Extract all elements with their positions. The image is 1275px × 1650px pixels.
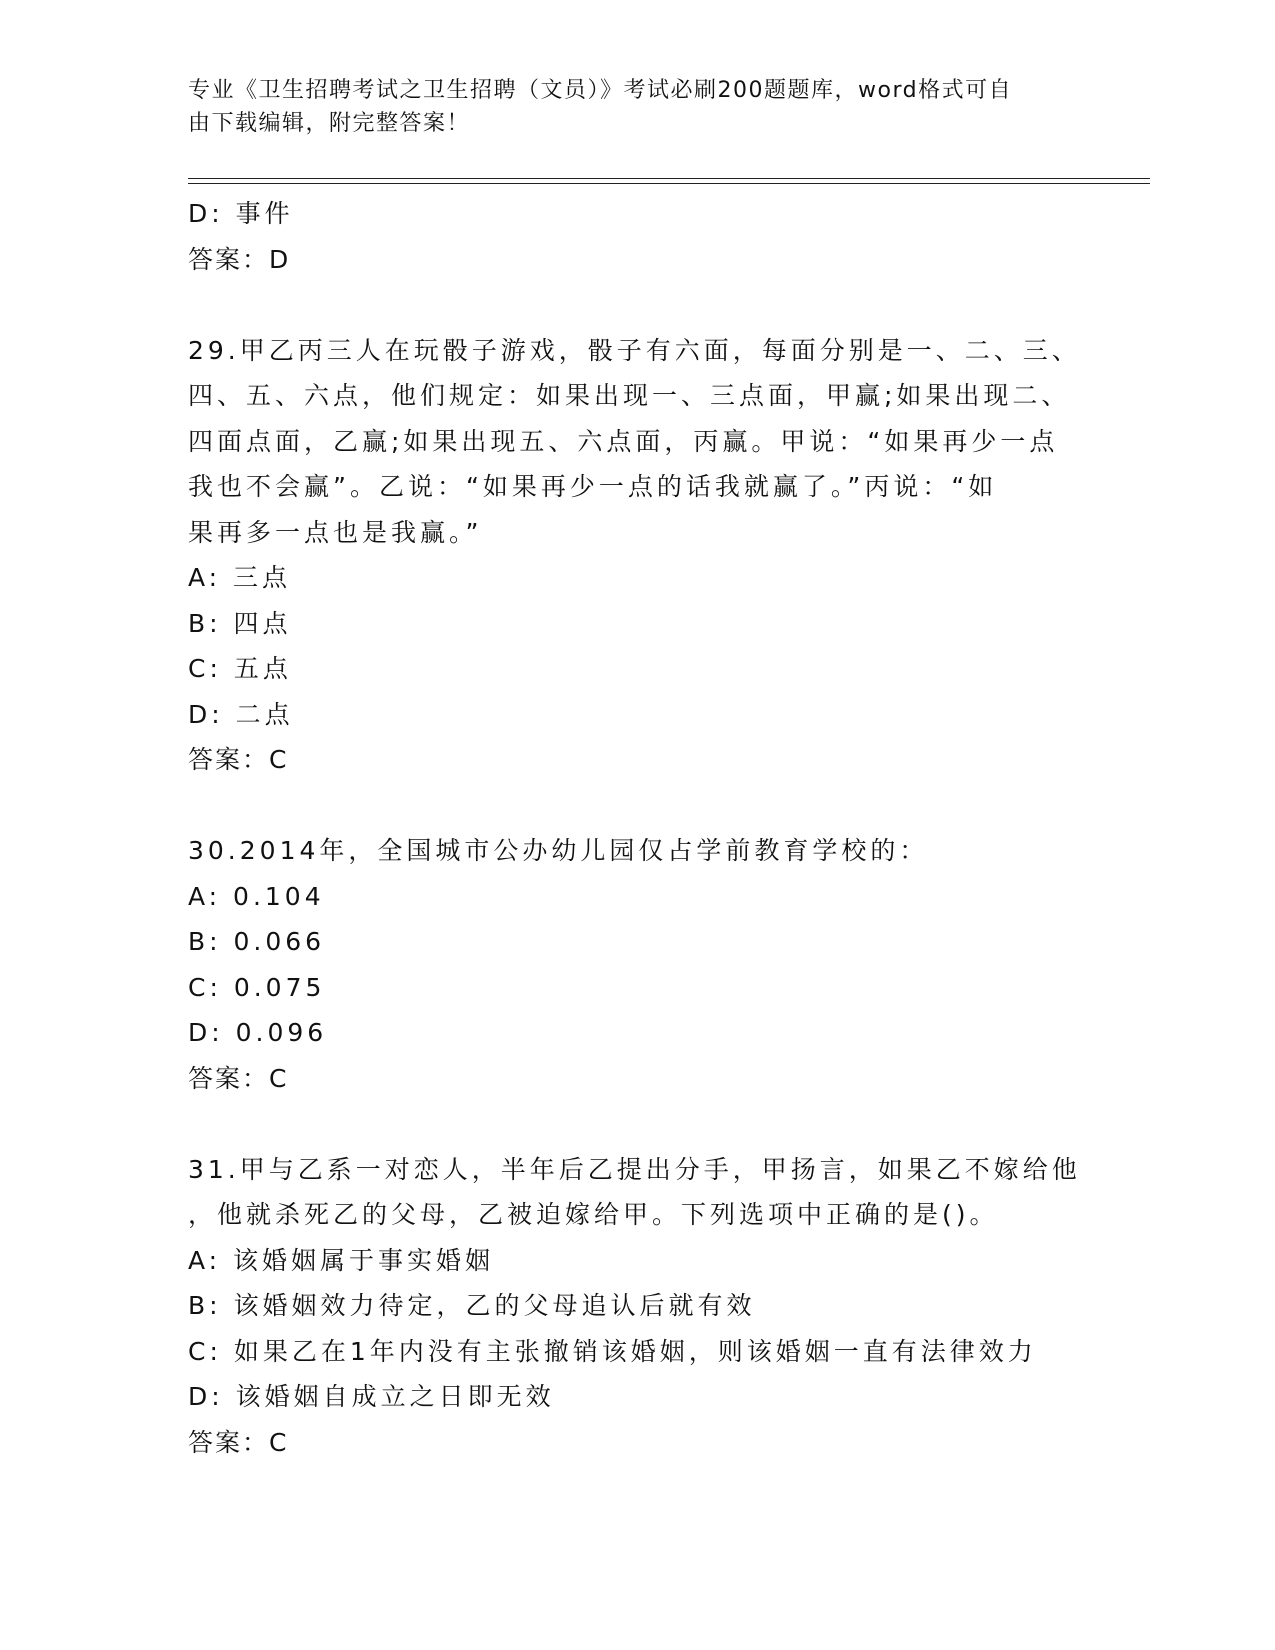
question-29-text: 29.甲乙丙三人在玩骰子游戏，骰子有六面，每面分别是一、二、三、	[188, 335, 1081, 365]
question-30-text: 30.2014年，全国城市公办幼儿园仅占学前教育学校的：	[188, 836, 929, 865]
question-31-text: ，他就杀死乙的父母，乙被迫嫁给甲。下列选项中正确的是()。	[188, 1200, 999, 1229]
option-b: B: 四点	[188, 608, 292, 638]
question-29-text: 我也不会赢”。乙说：“如果再少一点的话我就赢了。”丙说：“如	[188, 472, 998, 501]
option-c: C: 0.075	[188, 972, 326, 1002]
option-d: D: 二点	[188, 699, 294, 729]
option-b: B: 该婚姻效力待定，乙的父母追认后就有效	[188, 1291, 756, 1320]
option-c: C: 五点	[188, 654, 292, 683]
option-a: A: 0.104	[188, 881, 325, 911]
option-a: A: 该婚姻属于事实婚姻	[188, 1245, 495, 1275]
answer-line: 答案：D	[188, 244, 291, 274]
option-a: A: 三点	[188, 563, 292, 592]
header-line: 专业《卫生招聘考试之卫生招聘（文员）》考试必刷200题题库，word格式可自	[188, 78, 1013, 103]
question-29-text: 四面点面，乙赢;如果出现五、六点面，丙赢。甲说：“如果再少一点	[188, 426, 1059, 456]
header-divider-line	[188, 183, 1150, 184]
option-b: B: 0.066	[188, 927, 326, 956]
option-c: C: 如果乙在1年内没有主张撤销该婚姻，则该婚姻一直有法律效力	[188, 1336, 1037, 1366]
option-d: D: 事件	[188, 199, 294, 228]
document-header	[188, 74, 1088, 140]
answer-line: 答案：C	[188, 1063, 289, 1093]
option-d: D: 该婚姻自成立之日即无效	[188, 1382, 555, 1411]
question-29-text: 果再多一点也是我赢。”	[188, 517, 483, 547]
answer-line: 答案：C	[188, 745, 289, 774]
question-31-text: 31.甲与乙系一对恋人，半年后乙提出分手，甲扬言，如果乙不嫁给他	[188, 1154, 1081, 1184]
question-29-text: 四、五、六点，他们规定：如果出现一、三点面，甲赢;如果出现二、	[188, 381, 1071, 410]
header-divider-line	[188, 178, 1150, 179]
question-list	[188, 191, 1088, 1465]
option-d: D: 0.096	[188, 1018, 328, 1047]
answer-line: 答案：C	[188, 1427, 289, 1457]
header-line: 由下载编辑，附完整答案！	[188, 111, 471, 136]
